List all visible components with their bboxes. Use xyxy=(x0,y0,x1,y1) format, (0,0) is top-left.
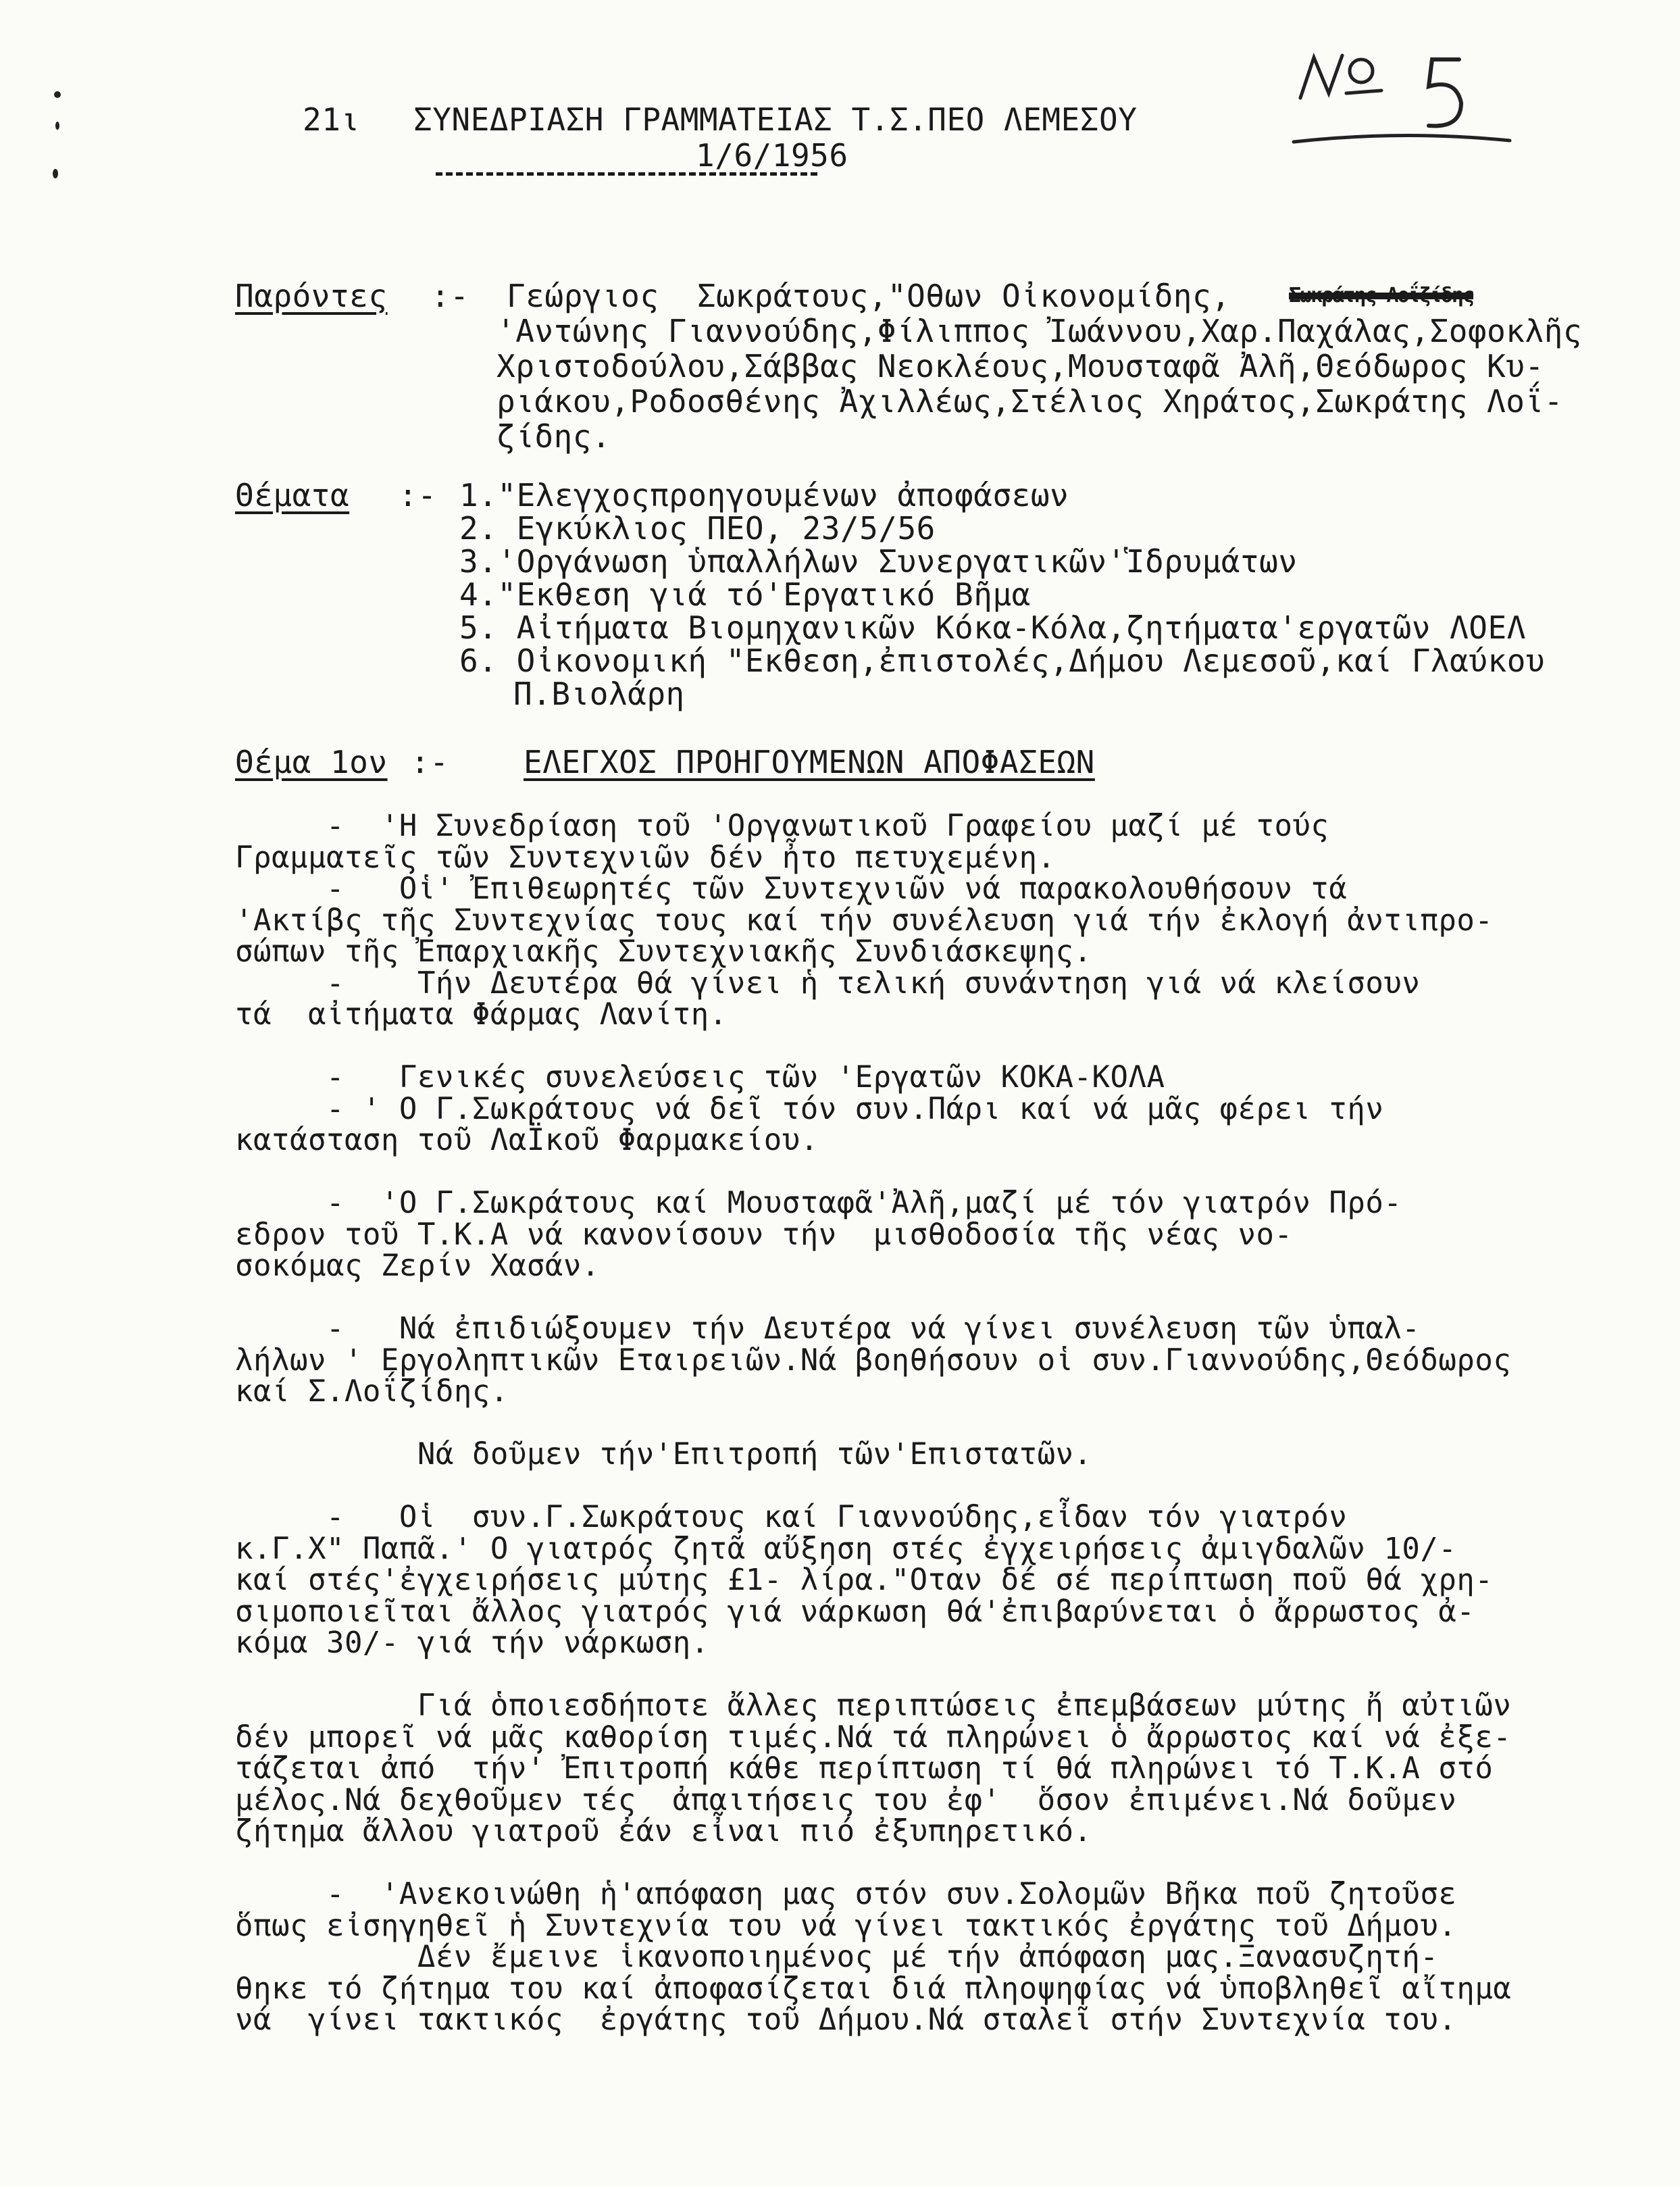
body-line: - 'Ο Γ.Σωκράτους καί Μουσταφᾶ'Ἀλῆ,μαζί μέ τόν γιατρόν Πρό- xyxy=(235,1186,1402,1220)
present-line-2: 'Αντώνης Γιαννούδης,Φίλιππος Ἰωάννου,Χαρ.Παχάλας,Σοφοκλῆς xyxy=(497,313,1583,349)
body-line: - 'Ανεκοινώθη ἡ'απόφαση μας στόν συν.Σολομῶν Βῆκα ποῦ ζητοῦσε xyxy=(235,1877,1457,1911)
body-line: νά γίνει τακτικός ἐργάτης τοῦ Δήμου.Νά σταλεῖ στήν Συντεχνία του. xyxy=(235,2003,1457,2037)
body-line: Γραμματεῖς τῶν Συντεχνιῶν δέν ἦτο πετυχεμένη. xyxy=(235,840,1056,875)
present-label: Παρόντες xyxy=(235,278,388,314)
body-line: - Οἱ' Ἐπιθεωρητές τῶν Συντεχνιῶν νά παρακολουθήσουν τά xyxy=(235,872,1348,906)
body-line: - Οἱ συν.Γ.Σωκράτους καί Γιαννούδης,εἶδαν τόν γιατρόν xyxy=(235,1500,1348,1534)
body-line: μέλος.Νά δεχθοῦμεν τές ἀπαιτήσεις του ἐφ' ὅσον ἐπιμένει.Νά δοῦμεν xyxy=(235,1783,1457,1817)
body-line: καί Σ.Λοΐζίδης. xyxy=(235,1374,509,1409)
present-struck-name: Σωκράτης Λοΐζίδης xyxy=(1289,284,1474,307)
topic-item: 1."Ελεγχοςπροηγουμένων ἀποφάσεων xyxy=(459,477,1069,513)
topics-separator: :- xyxy=(399,477,437,513)
body-line: 'Ακτίβς τῆς Συντεχνίας τους καί τήν συνέλευση γιά τήν ἐκλογή ἀντιπρο- xyxy=(235,903,1494,938)
body-line: σοκόμας Ζερίν Χασάν. xyxy=(235,1249,600,1283)
document-title: ΣΥΝΕΔΡΙΑΣΗ ΓΡΑΜΜΑΤΕΙΑΣ Τ.Σ.ΠΕΟ ΛΕΜΕΣΟΥ xyxy=(413,101,1138,138)
section-separator: :- xyxy=(411,744,449,780)
body-line: κ.Γ.Χ" Παπᾶ.' Ο γιατρός ζητᾶ αὔξηση στές ἐγχειρήσεις ἀμιγδαλῶν 10/- xyxy=(235,1532,1457,1566)
minutes-number: 21ι xyxy=(303,101,360,138)
body-line: δέν μπορεῖ νά μᾶς καθορίση τιμές.Νά τά πληρώνει ὁ ἄρρωστος καί νά ἐξε- xyxy=(235,1720,1512,1755)
body-line: ὅπως εἰσηγηθεῖ ἡ Συντεχνία του νά γίνει τακτικός ἐργάτης τοῦ Δήμου. xyxy=(235,1909,1457,1943)
body-line: κόμα 30/- γιά τήν νάρκωση. xyxy=(235,1626,709,1660)
document-date: 1/6/1956 xyxy=(696,137,848,174)
body-line: καί στές'ἐγχειρήσεις μύτης £1- λίρα."Οταν δέ σέ περίπτωση ποῦ θά χρη- xyxy=(235,1563,1494,1597)
present-separator: :- xyxy=(431,278,469,314)
body-line: σιμοποιεῖται ἄλλος γιατρός γιά νάρκωση θά'ἐπιβαρύνεται ὁ ἄρρωστος ἀ- xyxy=(235,1594,1475,1629)
present-line-1: Γεώργιος Σωκράτους,"Οθων Οἰκονομίδης, xyxy=(507,278,1231,314)
body-line: Νά δοῦμεν τήν'Επιτροπή τῶν'Επιστατῶν. xyxy=(235,1437,1092,1472)
body-line: εδρον τοῦ Τ.Κ.Α νά κανονίσουν τήν μισθοδοσία τῆς νέας νο- xyxy=(235,1217,1293,1252)
handwritten-no5-icon xyxy=(1287,41,1517,155)
body-line: - Γενικές συνελεύσεις τῶν 'Εργατῶν ΚΟΚΑ-ΚΟΛΑ xyxy=(235,1060,1165,1095)
body-line: λήλων ' Εργοληπτικῶν Εταιρειῶν.Νά βοηθήσουν οἱ συν.Γιαννούδης,Θεόδωρος xyxy=(235,1343,1512,1378)
body-line: Δέν ἔμεινε ἱκανοποιημένος μέ τήν ἀπόφαση μας.Ξανασυζητή- xyxy=(235,1940,1439,1974)
body-line: ζήτημα ἄλλου γιατροῦ ἐάν εἶναι πιό ἐξυπηρετικό. xyxy=(235,1814,1092,1849)
body-line: Γιά ὁποιεσδήποτε ἄλλες περιπτώσεις ἐπεμβάσεων μύτης ἤ αὐτιῶν xyxy=(235,1688,1512,1723)
body-line: τάζεται ἀπό τήν' Ἐπιτροπή κάθε περίπτωση τί θά πληρώνει τό Τ.Κ.Α στό xyxy=(235,1751,1494,1786)
topic-item: 3.'Οργάνωση ὑπαλλήλων Συνεργατικῶν'Ἱδρυμάτων xyxy=(459,543,1298,580)
topic-item: 6. Οἰκονομική "Εκθεση,ἐπιστολές,Δήμου Λεμεσοῦ,καί Γλαύκου xyxy=(459,643,1546,679)
body-line: - Τήν Δευτέρα θά γίνει ἡ τελική συνάντηση γιά νά κλείσουν xyxy=(235,966,1421,1001)
handwritten-number-stamp xyxy=(1287,41,1517,155)
present-line-4: ριάκου,Ροδοσθένης Ἀχιλλέως,Στέλιος Χηράτος,Σωκράτης Λοΐ- xyxy=(497,383,1563,420)
present-line-5: ζίδης. xyxy=(497,418,611,455)
body-line: - Νά ἐπιδιώξουμεν τήν Δευτέρα νά γίνει συνέλευση τῶν ὑπαλ- xyxy=(235,1311,1421,1346)
body-line: τά αἰτήματα Φάρμας Λανίτη. xyxy=(235,997,728,1032)
topic-item: 5. Αἰτήματα Βιομηχανικῶν Κόκα-Κόλα,ζητήματα'εργατῶν ΛΟΕΛ xyxy=(459,609,1526,646)
topic-item-continued: Π.Βιολάρη xyxy=(513,676,685,712)
topics-label: Θέματα xyxy=(235,477,350,513)
section-label: Θέμα 1ον xyxy=(235,744,388,780)
body-line: σώπων τῆς Ἐπαρχιακῆς Συντεχνιακῆς Συνδιάσκεψης. xyxy=(235,934,1092,969)
title-rule xyxy=(436,172,817,176)
body-line: - 'Η Συνεδρίαση τοῦ 'Οργανωτικοῦ Γραφείου μαζί μέ τούς xyxy=(235,809,1329,843)
topic-item: 2. Εγκύκλιος ΠΕΟ, 23/5/56 xyxy=(459,510,936,547)
topic-item: 4."Εκθεση γιά τό'Εργατικό Βῆμα xyxy=(459,576,1031,613)
body-line: κατάσταση τοῦ ΛαΪκοῦ Φαρμακείου. xyxy=(235,1123,819,1157)
body-line: θηκε τό ζήτημα του καί ἀποφασίζεται διά πληοψηφίας νά ὑποβληθεῖ αἴτημα xyxy=(235,1971,1512,2006)
section-heading: ΕΛΕΓΧΟΣ ΠΡΟΗΓΟΥΜΕΝΩΝ ΑΠΟΦΑΣΕΩΝ xyxy=(524,744,1095,780)
body-line: - ' Ο Γ.Σωκράτους νά δεῖ τόν συν.Πάρι καί νά μᾶς φέρει τήν xyxy=(235,1092,1384,1126)
present-line-3: Χριστοδούλου,Σάββας Νεοκλέους,Μουσταφᾶ Ἀλῆ,Θεόδωρος Κυ- xyxy=(497,348,1544,384)
